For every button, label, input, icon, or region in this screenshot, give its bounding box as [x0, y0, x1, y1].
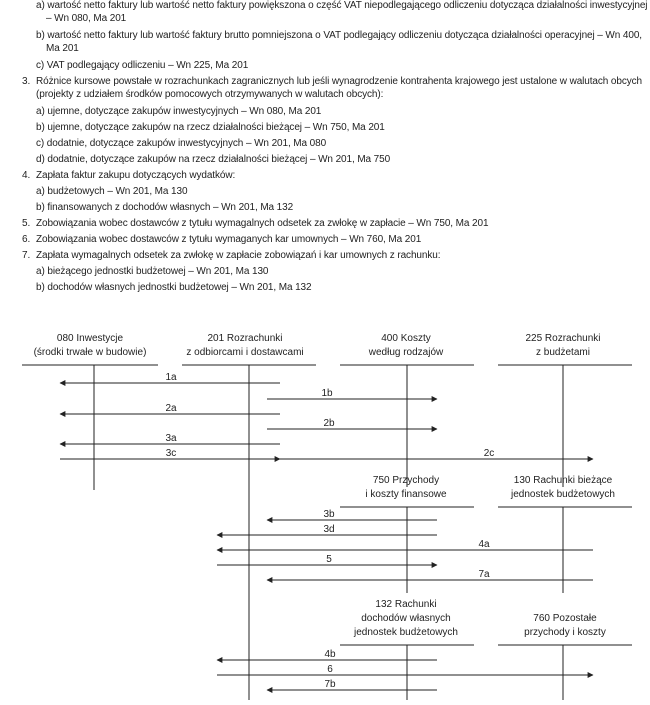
- account-header-080: 080 Inwestycje: [56, 333, 124, 344]
- arrow-label-1b: 1b: [321, 388, 333, 399]
- text-line: a) wartość netto faktury lub wartość netto faktury powiększona o część VAT niepodlegającego odliczeniu dotycząca działalności inwestycyjnej: [36, 0, 648, 11]
- account-header-130: 130 Rachunki bieżące: [513, 475, 613, 486]
- text-line: (projekty z udziałem środków pomocowych otrzymywanych w walutach obcych):: [36, 89, 384, 100]
- account-header-201-sub: z odbiorcami i dostawcami: [186, 347, 304, 358]
- arrow-label-3b: 3b: [323, 509, 335, 520]
- text-line: d) dodatnie, dotyczące zakupów na rzecz działalności bieżącej – Wn 201, Ma 750: [36, 154, 391, 165]
- text-line: a) ujemne, dotyczące zakupów inwestycyjnych – Wn 080, Ma 201: [36, 106, 322, 117]
- text-line: c) dodatnie, dotyczące zakupów inwestycyjnych – Wn 201, Ma 080: [36, 138, 327, 149]
- text-line: c) VAT podlegający odliczeniu – Wn 225, Ma 201: [36, 60, 249, 71]
- arrow-label-3d: 3d: [323, 524, 335, 535]
- arrow-label-7b: 7b: [324, 679, 336, 690]
- account-header-132-sub2: jednostek budżetowych: [354, 627, 458, 638]
- text-line: a) budżetowych – Wn 201, Ma 130: [36, 186, 188, 197]
- arrow-label-4b: 4b: [324, 649, 336, 660]
- accounting-diagram-svg: [0, 320, 650, 700]
- list-number: 3.: [22, 76, 31, 87]
- arrow-label-2a: 2a: [165, 403, 177, 414]
- text-line: Zobowiązania wobec dostawców z tytułu wymaganych kar umownych – Wn 760, Ma 201: [36, 234, 422, 245]
- account-header-130-sub: jednostek budżetowych: [511, 489, 615, 500]
- list-number: 7.: [22, 250, 31, 261]
- arrow-label-3c: 3c: [165, 448, 177, 459]
- account-header-750: 750 Przychody: [372, 475, 440, 486]
- text-line: b) wartość netto faktury lub wartość faktury brutto pomniejszona o VAT podlegający odliczeniu dotycząca działalności operacyjnej – Wn 400,: [36, 30, 642, 41]
- text-line: Zapłata faktur zakupu dotyczących wydatków:: [36, 170, 236, 181]
- text-line: Zobowiązania wobec dostawców z tytułu wymagalnych odsetek za zwłokę w zapłacie – Wn 750, Ma 201: [36, 218, 489, 229]
- arrow-label-2c: 2c: [483, 448, 495, 459]
- text-line: a) bieżącego jednostki budżetowej – Wn 201, Ma 130: [36, 266, 269, 277]
- text-line: Ma 201: [46, 43, 79, 54]
- account-header-400: 400 Koszty: [381, 333, 431, 344]
- arrow-label-3a: 3a: [165, 433, 177, 444]
- arrow-label-4a: 4a: [478, 539, 490, 550]
- account-header-225-sub: z budżetami: [536, 347, 590, 358]
- account-header-750-sub: i koszty finansowe: [365, 489, 447, 500]
- text-line: b) finansowanych z dochodów własnych – Wn 201, Ma 132: [36, 202, 294, 213]
- arrow-label-7a: 7a: [478, 569, 490, 580]
- text-line: b) dochodów własnych jednostki budżetowej – Wn 201, Ma 132: [36, 282, 312, 293]
- account-header-132: 132 Rachunki: [375, 599, 437, 610]
- account-header-760-sub: przychody i koszty: [524, 627, 606, 638]
- list-number: 6.: [22, 234, 31, 245]
- list-number: 5.: [22, 218, 31, 229]
- text-line: Zapłata wymagalnych odsetek za zwłokę w zapłacie zobowiązań i kar umownych z rachunku:: [36, 250, 441, 261]
- text-line: – Wn 080, Ma 201: [46, 13, 127, 24]
- document-text: [0, 0, 650, 300]
- account-header-132-sub: dochodów własnych: [361, 613, 451, 624]
- text-line: Różnice kursowe powstałe w rozrachunkach zagranicznych lub jeśli wynagrodzenie kontrahenta krajowego jest ustalone w walutach obcych: [36, 76, 643, 87]
- arrow-label-6: 6: [327, 664, 333, 675]
- arrow-label-1a: 1a: [165, 372, 177, 383]
- account-header-400-sub: według rodzajów: [368, 347, 444, 358]
- text-line: b) ujemne, dotyczące zakupów na rzecz działalności bieżącej – Wn 750, Ma 201: [36, 122, 385, 133]
- account-header-201: 201 Rozrachunki: [207, 333, 283, 344]
- accounting-diagram: [0, 320, 650, 700]
- account-header-080-sub: (środki trwałe w budowie): [33, 347, 147, 358]
- arrow-label-2b: 2b: [323, 418, 335, 429]
- account-header-760: 760 Pozostałe: [533, 613, 597, 624]
- arrow-label-5: 5: [326, 554, 332, 565]
- account-header-225: 225 Rozrachunki: [525, 333, 601, 344]
- list-number: 4.: [22, 170, 31, 181]
